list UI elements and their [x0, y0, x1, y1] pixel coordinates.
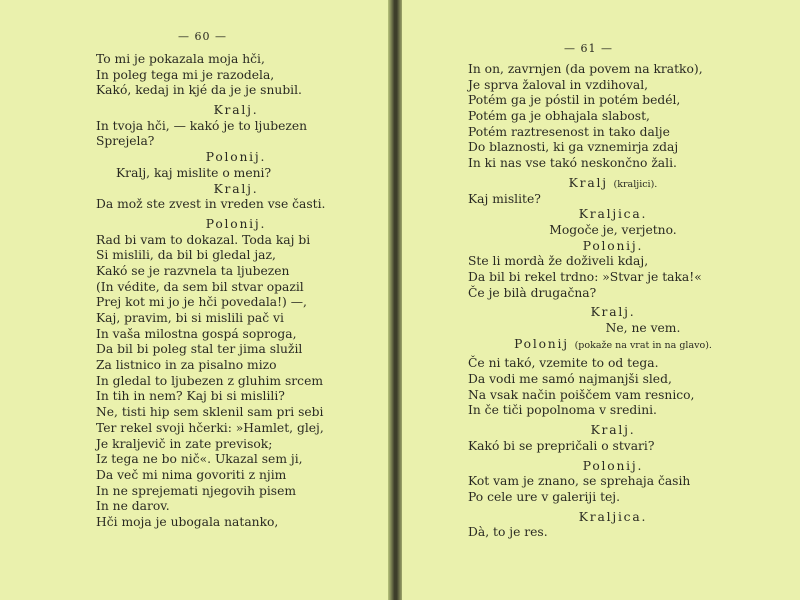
speaker-label: Polonij.: [205, 150, 267, 165]
verse-line: In če tiči popolnoma v sredini.: [468, 403, 657, 418]
verse-line: Potém raztresenost in tako dalje: [468, 124, 670, 139]
speaker-label: Kralj.: [213, 181, 259, 196]
speaker-label: Kralj.: [213, 103, 259, 118]
verse-line: Si mislili, da bil bi gledal jaz,: [96, 248, 276, 263]
verse-line: Da vodi me samó najmanjši sled,: [468, 372, 672, 387]
verse-line: Sprejela?: [96, 134, 155, 149]
speaker-label: Kralj.: [590, 305, 636, 320]
stage-direction: (pokaže na vrat in na glavo).: [574, 339, 712, 351]
verse-line: In on, zavrnjen (da povem na kratko),: [468, 62, 703, 76]
verse-line: Če ni takó, vzemite to od tega.: [468, 356, 659, 371]
verse-line: To mi je pokazala moja hči,: [96, 52, 265, 66]
verse-line: Potém ga je obhajala slabost,: [468, 109, 650, 124]
right-text-block: [468, 62, 758, 541]
verse-line: Ste li mordà že doživeli kdaj,: [468, 254, 649, 269]
verse-line: In vaša milostna gospá soproga,: [96, 326, 297, 341]
verse-line: Če je bilà drugačna?: [468, 285, 597, 300]
verse-line: Ne, tisti hip sem sklenil sam pri sebi: [96, 405, 324, 420]
verse-line: Kot vam je znano, se sprehaja časih: [468, 474, 691, 489]
speaker-label: Kraljica.: [578, 207, 648, 222]
verse-line: Kakó, kedaj in kjé da je je snubil.: [96, 83, 302, 98]
verse-line: Je kraljevič in zate previsok;: [96, 436, 273, 451]
speaker-heading: [468, 176, 758, 192]
verse-line: Prej kot mi jo je hči povedala!) —,: [96, 295, 307, 310]
verse-line: Kralj, kaj mislite o meni?: [116, 165, 272, 180]
speaker-label: Polonij.: [205, 216, 267, 231]
right-page: [402, 0, 800, 600]
speaker-label: Kraljica.: [578, 509, 648, 524]
verse-line: Za listnico in za pisalno mizo: [96, 358, 277, 373]
verse-line: Kaj, pravim, bi si mislili pač vi: [96, 311, 284, 325]
speaker-label: Polonij: [514, 336, 569, 351]
verse-line: Dà, to je res.: [468, 525, 548, 540]
verse-line: Je sprva žaloval in vzdihoval,: [468, 77, 649, 92]
left-page: [0, 0, 392, 600]
left-text-block: [96, 52, 376, 531]
verse-line: Da bil bi rekel trdno: »Stvar je taka!«: [468, 269, 702, 284]
speaker-label: Polonij.: [582, 238, 644, 253]
verse-line: (In védite, da sem bil stvar opazil: [96, 279, 304, 294]
verse-line: Kaj mislite?: [468, 191, 541, 206]
verse-line: Kakó bi se prepričali o stvari?: [468, 438, 655, 453]
verse-line: In ki nas vse takó neskončno žali.: [468, 156, 677, 171]
verse-line: In tvoja hči, — kakó je to ljubezen: [96, 118, 308, 133]
verse-line: Do blaznosti, ki ga vznemirja zdaj: [468, 140, 679, 155]
stage-direction: (kraljici).: [613, 178, 658, 190]
verse-line: Ter rekel svoji hčerki: »Hamlet, glej,: [96, 420, 324, 435]
verse-line: In gledal to ljubezen z gluhim srcem: [96, 373, 324, 388]
verse-line: Po cele ure v galeriji tej.: [468, 489, 621, 504]
verse-line: In ne sprejemati njegovih pisem: [96, 483, 297, 498]
speaker-label: Polonij.: [582, 458, 644, 473]
verse-line: Kakó se je razvnela ta ljubezen: [96, 263, 290, 278]
verse-line: Da bil bi poleg stal ter jima služil: [96, 342, 303, 357]
verse-line: Hči moja je ubogala natanko,: [96, 514, 279, 529]
verse-line: Ne, ne vem.: [605, 321, 681, 335]
verse-line: Da več mi nima govoriti z njim: [96, 467, 287, 482]
verse-line: Mogoče je, verjetno.: [549, 222, 677, 237]
speaker-label: Kralj.: [590, 423, 636, 438]
page-number: — 60 —: [178, 30, 227, 43]
verse-line: Da mož ste zvest in vreden vse časti.: [96, 197, 326, 212]
verse-line: Rad bi vam to dokazal. Toda kaj bi: [96, 232, 311, 247]
verse-line: In tih in nem? Kaj bi si mislili?: [96, 389, 285, 404]
speaker-label: Kralj: [568, 175, 608, 190]
verse-line: Na vsak način poiščem vam resnico,: [468, 387, 695, 402]
speaker-heading: [468, 337, 758, 353]
verse-line: In ne darov.: [96, 499, 170, 514]
verse-line: Iz tega ne bo nič«. Ukazal sem ji,: [96, 452, 303, 467]
verse-line: In poleg tega mi je razodela,: [96, 67, 275, 82]
verse-line: Potém ga je póstil in potém bedél,: [468, 93, 681, 108]
page-number: — 61 —: [564, 42, 613, 55]
